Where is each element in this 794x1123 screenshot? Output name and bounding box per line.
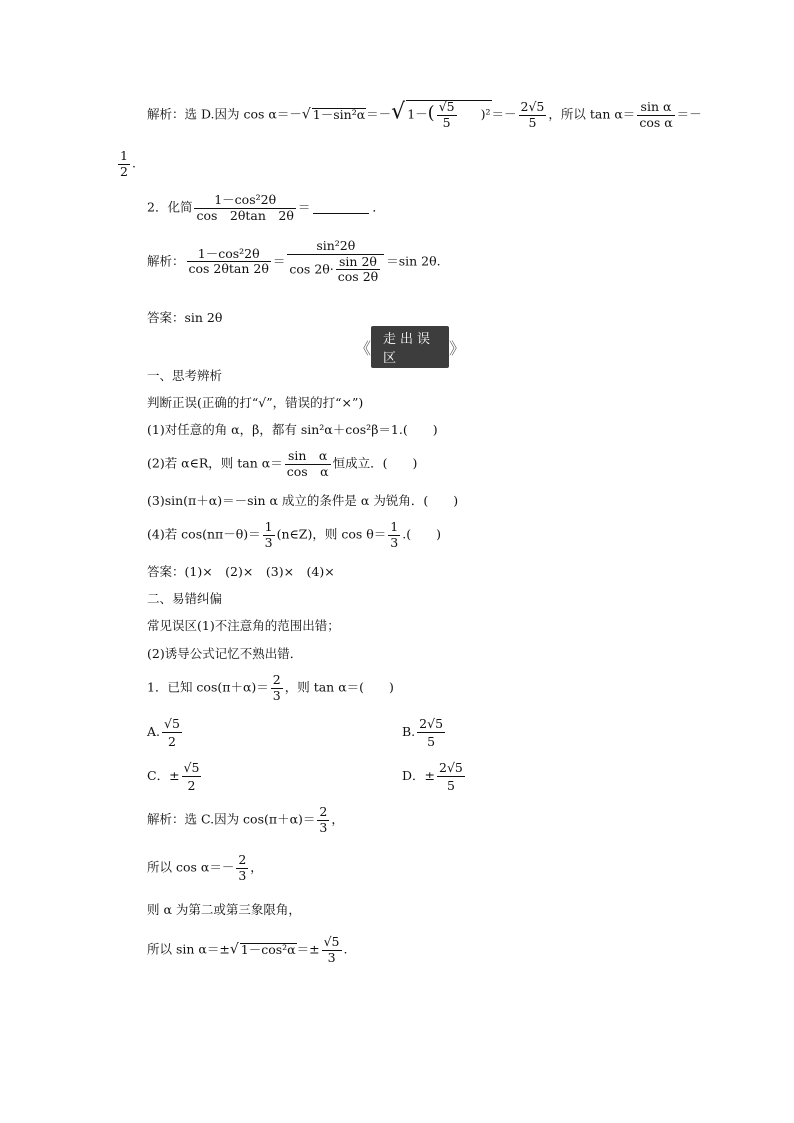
item-tail: 恒成立．( ) [332,455,418,471]
section-banner [355,332,465,366]
item-lead: (4)若 cos(nπ－θ)＝ [147,526,261,542]
denominator: 2 [187,778,196,793]
denominator [287,255,384,284]
denominator: 3 [319,819,328,835]
numerator: 2 [238,852,247,867]
fraction [519,101,547,129]
option-label: D．± [402,768,435,783]
numerator: √5 [164,716,180,731]
fraction [317,806,329,834]
text-tail: ＝sin 2θ. [386,253,441,269]
half-fraction-line [116,150,136,178]
numerator: 1－cos²2θ [194,194,295,209]
numerator: √5 [183,760,200,775]
item-mid: (n∈Z)，则 cos θ＝ [276,526,387,542]
option-d [402,760,467,793]
numerator: sin α [285,450,331,465]
fraction [437,760,465,793]
error-note-2: (2)诱导公式记忆不熟出错． [147,646,303,661]
section-heading-2: 二、易错纠偏 [147,591,223,606]
step-lead: 解析：选 C.因为 cos(π＋α)＝ [147,811,316,827]
denominator: 3 [238,867,247,883]
fraction [182,760,202,793]
banner-label: 走出误区 [371,326,449,368]
banner-right-chevron-icon: 》 [448,338,465,358]
numerator: √5 [438,99,455,114]
option-c [147,760,203,793]
denominator: 3 [390,534,399,550]
numerator: sin 2θ [336,256,380,271]
fraction [194,194,295,222]
option-b [402,716,447,749]
option-label: B. [402,724,416,739]
fraction [417,716,445,749]
step-tail: ， [250,859,263,875]
equals: ＝－ [491,106,517,122]
fraction [236,854,248,882]
solution-2 [147,240,441,284]
numerator: sin²2θ [287,240,384,255]
solution-1-step-1 [147,806,344,834]
denominator: 5 [446,778,455,793]
item-lead: (2)若 α∈R，则 tan α＝ [147,455,283,471]
fraction [263,521,275,549]
fraction [437,101,457,129]
judge-item-3: (3)sin(π＋α)＝－sin α 成立的条件是 α 为锐角．( ) [147,493,459,508]
radicand-open: 1－ [407,106,428,122]
option-a [147,716,184,749]
denominator: 5 [427,734,436,749]
fraction [271,674,283,702]
nested-fraction [336,253,380,284]
judge-answers: 答案：(1)× (2)× (3)× (4)× [147,564,335,579]
judge-item-4 [147,521,441,549]
radicand: 1－sin²α [312,106,366,122]
numerator: 2 [272,672,281,687]
fraction [287,240,384,284]
text-mid: ，所以 tan α＝ [548,106,636,122]
denominator: 5 [442,114,451,130]
numerator: √5 [323,934,340,949]
radicand-close: )² [480,106,491,122]
numerator: 1 [264,519,273,534]
denominator: 2 [120,163,128,179]
banner-left-chevron-icon: 《 [355,338,372,358]
option-label: A. [147,724,161,739]
section-heading-1: 一、思考辨析 [147,368,223,383]
numerator: 1－cos²2θ [187,248,271,263]
error-note-1: 常见误区(1)不注意角的范围出错； [147,618,340,633]
fraction [187,245,271,277]
fraction [162,716,182,749]
equals: ＝－ [366,106,392,122]
fraction [322,936,342,964]
fraction [637,101,674,129]
step-mid: ＝± [296,941,320,957]
judge-item-1: (1)对任意的角 α，β，都有 sin²α＋cos²β＝1.( ) [147,422,438,437]
step-tail: . [343,941,348,957]
numerator: 1 [390,519,399,534]
numerator: sin α [637,101,674,116]
numerator: 2 [319,804,328,819]
end-mark: ． [372,199,385,215]
solution-lead: 解析： [147,253,185,269]
text-tail: ＝－ [676,106,702,122]
denominator-part: cos 2θ· [289,261,334,276]
numerator: 2√5 [439,760,463,775]
solution-line-1: 解析：选 D.因为 cos α＝－√ 1－sin²α＝－√ 1－( $\frac{√5}{5}$ )²＝－ $\frac{2√5}{5}$ ，所以 tan α＝ $\frac{\text{sin α}}{\text{cos α}}$ ＝－ [147,99,702,130]
denominator: cos 2θtan 2θ [188,261,269,277]
equals: ＝ [272,253,286,269]
numerator: 2√5 [520,99,545,114]
denominator: 5 [528,114,537,130]
step-tail: ， [331,811,344,827]
judge-instruction: 判断正误(正确的打“√”，错误的打“×”) [147,395,364,410]
question-1 [147,674,394,702]
equals: ＝ [297,199,311,215]
step-lead: 所以 sin α＝± [147,941,230,957]
solution-1-step-3: 则 α 为第二或第三象限角， [147,902,301,917]
step-lead: 所以 cos α＝－ [147,859,235,875]
option-label: C．± [147,768,180,783]
fraction [285,450,331,478]
question-lead: 1．已知 cos(π＋α)＝ [147,679,269,695]
question-lead: 2．化简 [147,199,193,215]
denominator: 2 [168,734,176,749]
fraction [118,150,130,178]
question-2 [147,194,385,222]
numerator: 1 [120,148,128,163]
numerator: 2√5 [419,716,444,731]
denominator: cos α [639,114,673,130]
solution-1-step-2 [147,854,263,882]
solution-1-step-4: 所以 sin α＝±√ 1－cos²α＝± $\frac{√5}{3}$ . [147,934,348,965]
text-lead: 解析：选 D.因为 cos α＝－ [147,106,302,122]
denominator: 3 [264,534,273,550]
question-tail: ，则 tan α＝( ) [284,679,394,695]
suffix: . [131,155,136,171]
item-tail: .( ) [402,526,441,542]
denominator: cos α [286,463,329,479]
answer-2: 答案：sin 2θ [147,310,223,325]
denominator: cos 2θ [337,269,379,284]
fraction [388,521,400,549]
denominator: 3 [272,687,281,703]
denominator: 3 [327,949,336,965]
answer-blank [313,203,369,214]
radicand: 1－cos²α [240,941,296,957]
denominator: cos 2θtan 2θ [196,207,294,223]
judge-item-2 [147,450,417,478]
big-radicand: 1－( $\frac{√5}{5}$ )² [407,99,491,130]
